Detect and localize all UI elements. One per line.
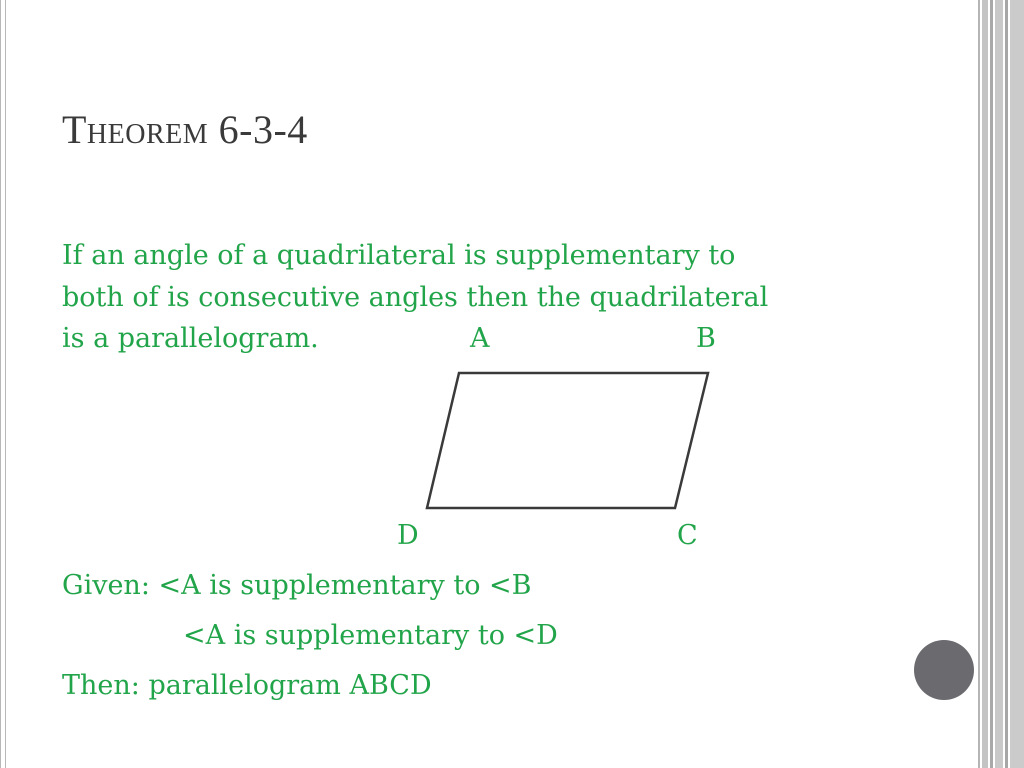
given-line-2: <A is supplementary to <D [183,620,558,651]
vertex-label-a: A [470,323,490,354]
statement-line-2: both of is consecutive angles then the quadrilateral [62,282,769,313]
vertex-label-c: C [677,520,698,551]
given-line-1: Given: <A is supplementary to <B [62,570,532,601]
parallelogram-shape [427,373,708,508]
then-line: Then: parallelogram ABCD [62,670,432,701]
statement-line-3: is a parallelogram. [62,323,319,354]
decorative-circle [914,640,974,700]
slide-title: Theorem 6-3-4 [62,107,308,152]
vertex-label-b: B [696,323,716,354]
vertex-label-d: D [397,520,419,551]
statement-line-1: If an angle of a quadrilateral is supplementary to [62,240,736,271]
